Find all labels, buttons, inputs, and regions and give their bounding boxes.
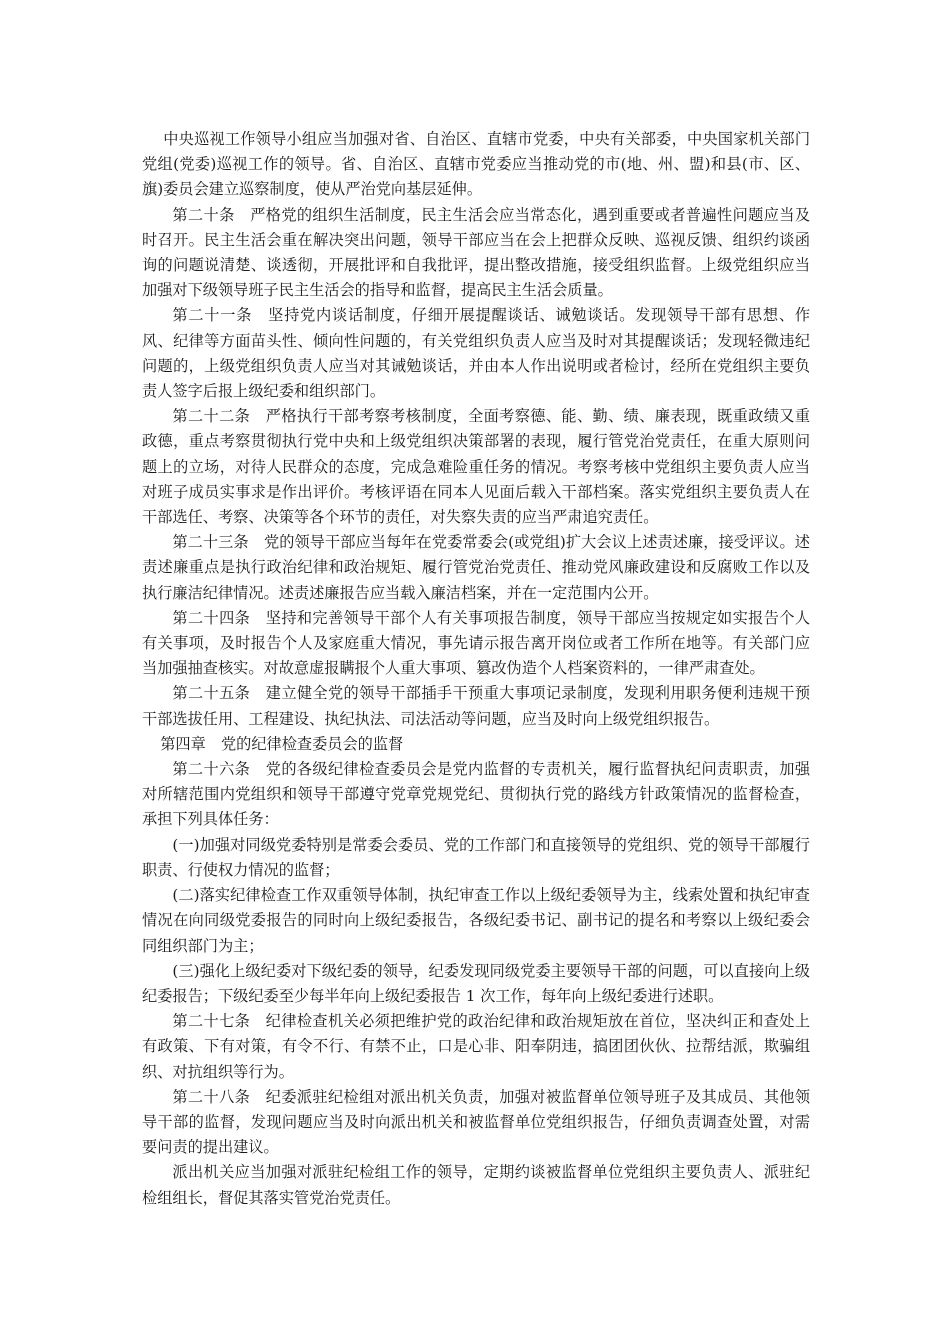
article-22: 第二十二条 严格执行干部考察考核制度，全面考察德、能、勤、绩、廉表现，既重政绩又重政德，重点考察贯彻执行党中央和上级党组织决策部署的表现，履行管党治党责任，在重大原则问题上的立场，对待人民群众的态度，完成急难险重任务的情况。考察考核中党组织主要负责人应当对班子成员实事求是作出评价。考核评语在同本人见面后载入干部档案。落实党组织主要负责人在干部选任、考察、决策等各个环节的责任，对失察失责的应当严肃追究责任。 xyxy=(142,407,810,527)
article-23: 第二十三条 党的领导干部应当每年在党委常委会(或党组)扩大会议上述责述廉，接受评议。述责述廉重点是执行政治纪律和政治规矩、履行管党治党责任、推动党风廉政建设和反腐败工作以及执行廉洁纪律情况。述责述廉报告应当载入廉洁档案，并在一定范围内公开。 xyxy=(142,533,810,602)
document-page xyxy=(142,127,810,1211)
chapter-heading: 第四章 党的纪律检查委员会的监督 xyxy=(160,734,404,753)
paragraph-inspection-leadership: 中央巡视工作领导小组应当加强对省、自治区、直辖市党委，中央有关部委，中央国家机关部门党组(党委)巡视工作的领导。省、自治区、直辖市党委应当推动党的市(地、州、盟)和县(市、区、旗)委员会建立巡察制度，使从严治党向基层延伸。 xyxy=(142,130,810,199)
article-25: 第二十五条 建立健全党的领导干部插手干预重大事项记录制度，发现利用职务便利违规干预干部选拔任用、工程建设、执纪执法、司法活动等问题，应当及时向上级党组织报告。 xyxy=(142,684,810,728)
article-26-item-2: (二)落实纪律检查工作双重领导体制，执纪审查工作以上级纪委领导为主，线索处置和执纪审查情况在向同级党委报告的同时向上级纪委报告，各级纪委书记、副书记的提名和考察以上级纪委会同组织部门为主； xyxy=(142,886,810,955)
article-26-item-1: (一)加强对同级党委特别是常委会委员、党的工作部门和直接领导的党组织、党的领导干部履行职责、行使权力情况的监督； xyxy=(142,835,810,879)
article-26: 第二十六条 党的各级纪律检查委员会是党内监督的专责机关，履行监督执纪问责职责，加强对所辖范围内党组织和领导干部遵守党章党规党纪、贯彻执行党的路线方针政策情况的监督检查，承担下列具体任务： xyxy=(142,760,810,829)
article-20: 第二十条 严格党的组织生活制度，民主生活会应当常态化，遇到重要或者普遍性问题应当及时召开。民主生活会重在解决突出问题，领导干部应当在会上把群众反映、巡视反馈、组织约谈函询的问题说清楚、谈透彻，开展批评和自我批评，提出整改措施，接受组织监督。上级党组织应当加强对下级领导班子民主生活会的指导和监督，提高民主生活会质量。 xyxy=(142,205,810,300)
article-21: 第二十一条 坚持党内谈话制度，仔细开展提醒谈话、诫勉谈话。发现领导干部有思想、作风、纪律等方面苗头性、倾向性问题的，有关党组织负责人应当及时对其提醒谈话；发现轻微违纪问题的，上级党组织负责人应当对其诫勉谈话，并由本人作出说明或者检讨，经所在党组织主要负责人签字后报上级纪委和组织部门。 xyxy=(142,306,810,401)
article-24: 第二十四条 坚持和完善领导干部个人有关事项报告制度，领导干部应当按规定如实报告个人有关事项，及时报告个人及家庭重大情况，事先请示报告离开岗位或者工作所在地等。有关部门应当加强抽查核实。对故意虚报瞒报个人重大事项、篡改伪造个人档案资料的，一律严肃查处。 xyxy=(142,608,810,678)
article-27: 第二十七条 纪律检查机关必须把维护党的政治纪律和政治规矩放在首位，坚决纠正和查处上有政策、下有对策，有令不行、有禁不止，口是心非、阳奉阴违，搞团团伙伙、拉帮结派，欺骗组织、对抗组织等行为。 xyxy=(142,1012,810,1081)
article-28: 第二十八条 纪委派驻纪检组对派出机关负责，加强对被监督单位领导班子及其成员、其他领导干部的监督，发现问题应当及时向派出机关和被监督单位党组织报告，仔细负责调查处置，对需要问责的提出建议。 xyxy=(142,1087,810,1157)
article-26-item-3: (三)强化上级纪委对下级纪委的领导，纪委发现同级党委主要领导干部的问题，可以直接向上级纪委报告；下级纪委至少每半年向上级纪委报告 1 次工作，每年向上级纪委进行述职。 xyxy=(142,961,810,1005)
paragraph-dispatching-organ: 派出机关应当加强对派驻纪检组工作的领导，定期约谈被监督单位党组织主要负责人、派驻纪检组组长，督促其落实管党治党责任。 xyxy=(142,1163,810,1207)
